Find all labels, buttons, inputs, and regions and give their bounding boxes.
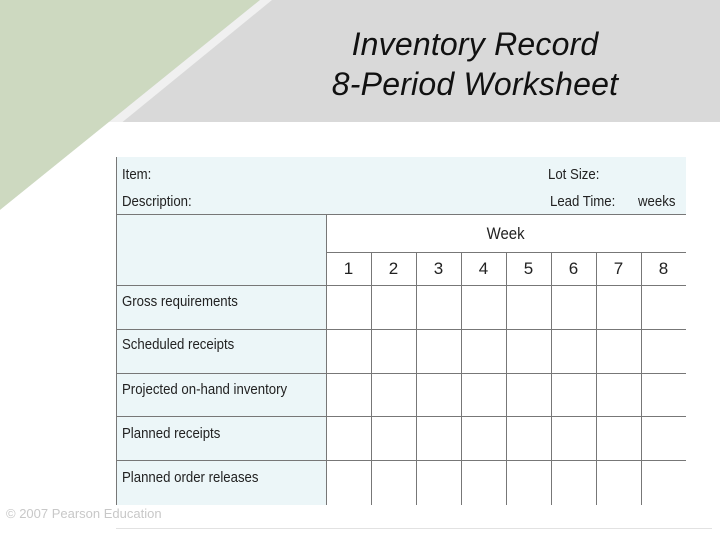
title-line-1: Inventory Record xyxy=(351,26,599,62)
rule-row-4 xyxy=(116,460,686,461)
row-label-projected-on-hand: Projected on-hand inventory xyxy=(122,381,288,398)
row-label-planned-receipts: Planned receipts xyxy=(122,425,221,442)
week-1-header: 1 xyxy=(343,259,354,278)
bottom-rule xyxy=(116,528,712,529)
page-title xyxy=(270,24,680,104)
rule-col-label xyxy=(326,214,327,505)
week-2-header: 2 xyxy=(388,259,399,278)
copyright-notice: © 2007 Pearson Education xyxy=(6,506,162,521)
rule-col-3 xyxy=(461,253,462,505)
week-7-header: 7 xyxy=(613,259,624,278)
week-3-header: 3 xyxy=(433,259,444,278)
week-8-header: 8 xyxy=(658,259,669,278)
row-label-gross-requirements: Gross requirements xyxy=(122,293,238,310)
week-5-header: 5 xyxy=(523,259,534,278)
inventory-worksheet xyxy=(116,157,686,505)
rule-col-6 xyxy=(596,253,597,505)
rule-col-4 xyxy=(506,253,507,505)
week-6-header: 6 xyxy=(568,259,579,278)
rule-row-1 xyxy=(116,329,686,330)
lot-size-label: Lot Size: xyxy=(548,166,600,183)
rule-col-7 xyxy=(641,253,642,505)
title-line-2: 8-Period Worksheet xyxy=(331,66,619,102)
rule-header xyxy=(116,214,686,215)
rule-col-1 xyxy=(371,253,372,505)
rule-col-2 xyxy=(416,253,417,505)
week-header: Week xyxy=(487,224,525,243)
rule-row-2 xyxy=(116,373,686,374)
rule-row-3 xyxy=(116,416,686,417)
row-label-planned-order-releases: Planned order releases xyxy=(122,469,259,486)
rule-col-5 xyxy=(551,253,552,505)
description-label: Description: xyxy=(122,193,192,210)
sheet-left-border xyxy=(116,157,117,505)
lead-time-unit: weeks xyxy=(638,193,676,210)
rule-row-0 xyxy=(116,285,686,286)
row-label-scheduled-receipts: Scheduled receipts xyxy=(122,336,235,353)
week-4-header: 4 xyxy=(478,259,489,278)
item-label: Item: xyxy=(122,166,152,183)
lead-time-label: Lead Time: xyxy=(550,193,616,210)
